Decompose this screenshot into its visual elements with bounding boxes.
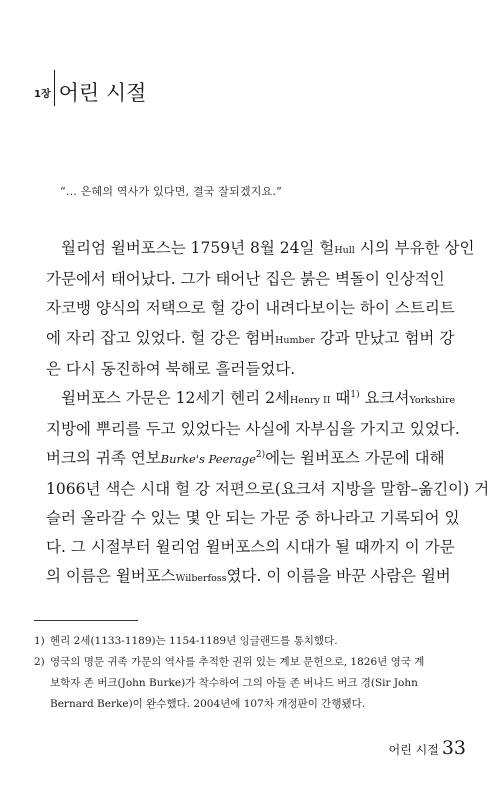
body-line: 슬러 올라갈 수 있는 몇 안 되는 가문 중 하나라고 기록되어 있: [46, 508, 460, 527]
chapter-title: 어린 시절: [58, 81, 147, 105]
body-line: 은 다시 동진하여 북해로 흘러들었다.: [46, 359, 296, 378]
epigraph: “… 은혜의 역사가 있다면, 결국 잘되겠지요.”: [60, 185, 282, 198]
footnote: [34, 631, 466, 652]
page-number: 33: [441, 737, 466, 759]
chapter-heading: [34, 70, 146, 106]
body-line: 윌버포스 가문은 12세기 헨리 2세Henry II 때$^{1)}$ 요크셔Yorkshire: [61, 389, 456, 408]
footnotes: [34, 631, 466, 715]
footnote-text: Bernard Berke)이 완수했다. 2004년에 107차 개정판이 간행됐다.: [50, 698, 366, 710]
body-line: 1066년 색슨 시대 헐 강 저편으로(요크셔 지방을 말함–옮긴이) 거: [46, 479, 490, 498]
body-line: 가문에서 태어났다. 그가 태어난 집은 붉은 벽돌이 인상적인: [46, 270, 445, 289]
body-line: 다. 그 시절부터 윌리엄 윌버포스의 시대가 될 때까지 이 가문: [46, 538, 455, 557]
body-line: 의 이름은 윌버포스Wilberfoss였다. 이 이름을 바꾼 사람은 윌버: [46, 567, 451, 586]
body-text: [46, 234, 490, 593]
body-line: 자코뱅 양식의 저택으로 헐 강이 내려다보이는 하이 스트리트: [46, 299, 455, 318]
footnote: [34, 652, 466, 715]
footnote-text: 보학자 존 버크(John Burke)가 착수하여 그의 아들 존 버나드 버크 경(Sir John: [50, 677, 418, 689]
chapter-divider: [54, 70, 55, 106]
body-line: 에 자리 잡고 있었다. 헐 강은 험버Humber 강과 만났고 험버 강: [46, 328, 455, 347]
footnote-text: 헨리 2세(1133-1189)는 1154-1189년 잉글랜드를 통치했다.: [50, 635, 338, 647]
footnote-ref: 1): [350, 389, 360, 400]
footnote-label: 2): [34, 656, 45, 668]
chapter-number: 1장: [34, 89, 51, 100]
footnote-label: 1): [34, 635, 45, 647]
running-head-title: 어린 시절: [388, 743, 439, 757]
body-line: 지방에 뿌리를 두고 있었다는 사실에 자부심을 가지고 있었다.: [46, 420, 460, 439]
footnote-divider: [34, 620, 138, 621]
footnote-text: 영국의 명문 귀족 가문의 역사를 추적한 권위 있는 계보 문헌으로, 1826년 영국 계: [50, 656, 425, 668]
body-line: 버크의 귀족 연보Burke's Peerage$^{2)}$에는 윌버포스 가문에 대해: [46, 449, 445, 468]
footnote-ref: 2): [255, 450, 266, 461]
body-line: 월리엄 윌버포스는 1759년 8월 24일 헐Hull 시의 부유한 상인: [61, 239, 475, 257]
running-footer: [389, 737, 466, 759]
